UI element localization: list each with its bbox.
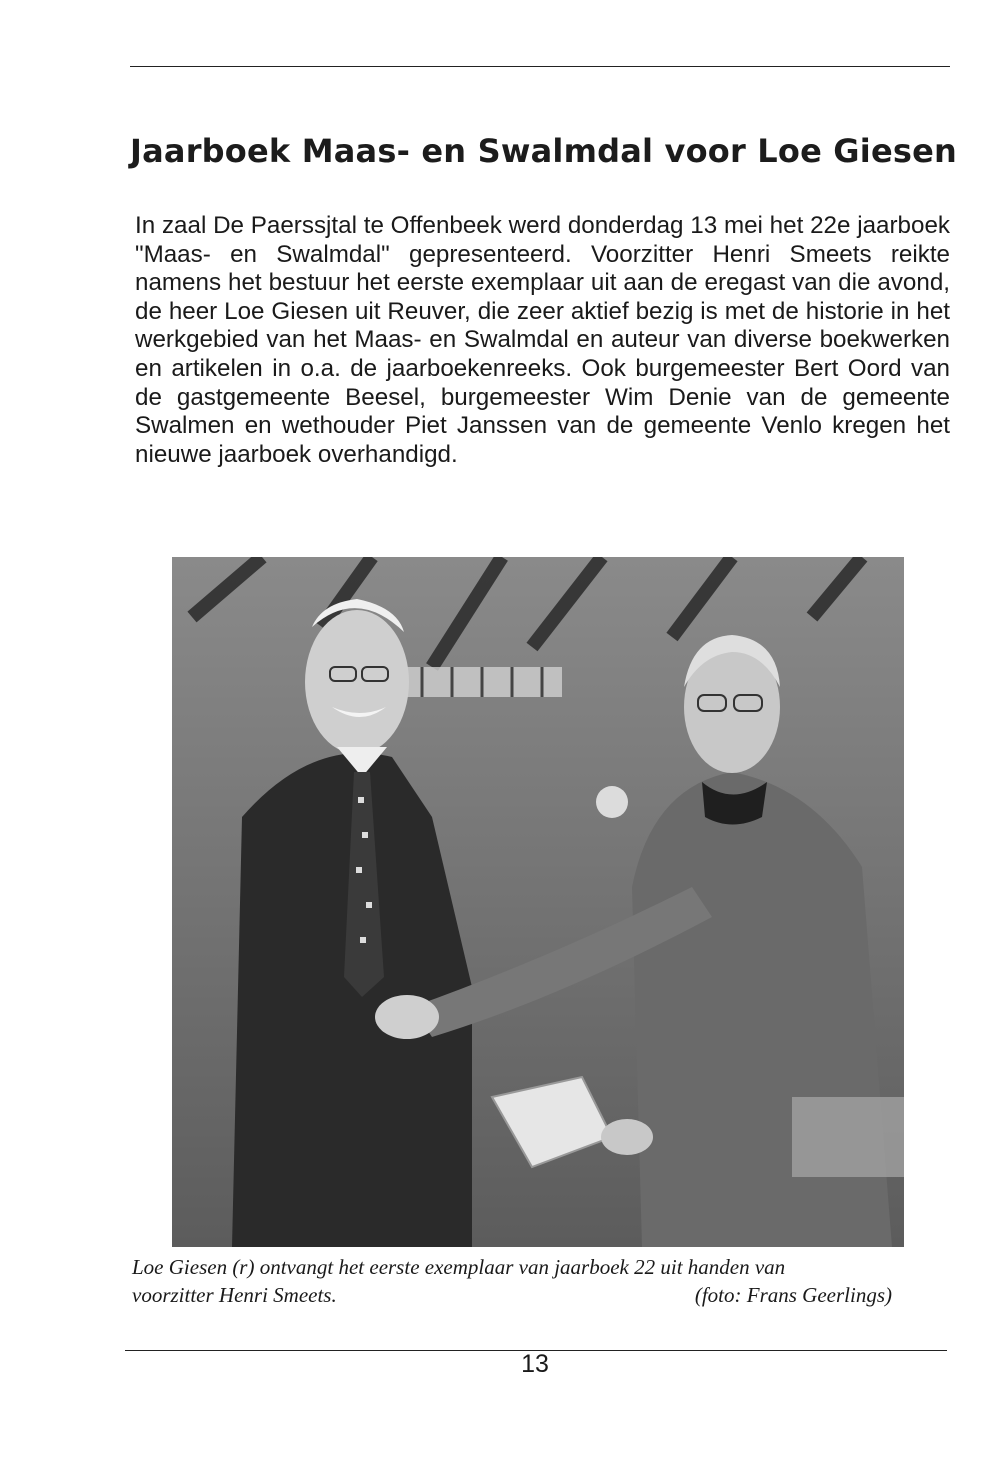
handshake-photo [172, 557, 904, 1247]
caption-line-2 [132, 1281, 892, 1309]
article-title: Jaarboek Maas- en Swalmdal voor Loe Giesen [130, 132, 957, 170]
article-body: In zaal De Paerssjtal te Offenbeek werd donderdag 13 mei het 22e jaarboek "Maas- en Swalmdal" gepresenteerd. Voorzitter Henri Smeets reikte namens het bestuur het eerste exemplaar uit aan de eregast van die avond, de heer Loe Giesen uit Reuver, die zeer aktief bezig is met de historie in het werkgebied van het Maas- en Swalmdal en auteur van diverse boekwerken en artikelen in o.a. de jaarboekenreeks. Ook burgemeester Bert Oord van de gastgemeente Beesel, burgemeester Wim Denie van de gemeente Swalmen en wethouder Piet Janssen van de gemeente Venlo kregen het nieuwe jaarboek overhandigd. [135, 212, 950, 468]
caption-line-1: Loe Giesen (r) ontvangt het eerste exemplaar van jaarboek 22 uit handen van [132, 1255, 786, 1279]
top-rule [130, 66, 950, 67]
page-number: 13 [521, 1350, 549, 1378]
photo-credit: (foto: Frans Geerlings) [694, 1283, 892, 1307]
caption-text: voorzitter Henri Smeets. [132, 1283, 337, 1307]
photo-caption [132, 1253, 892, 1309]
